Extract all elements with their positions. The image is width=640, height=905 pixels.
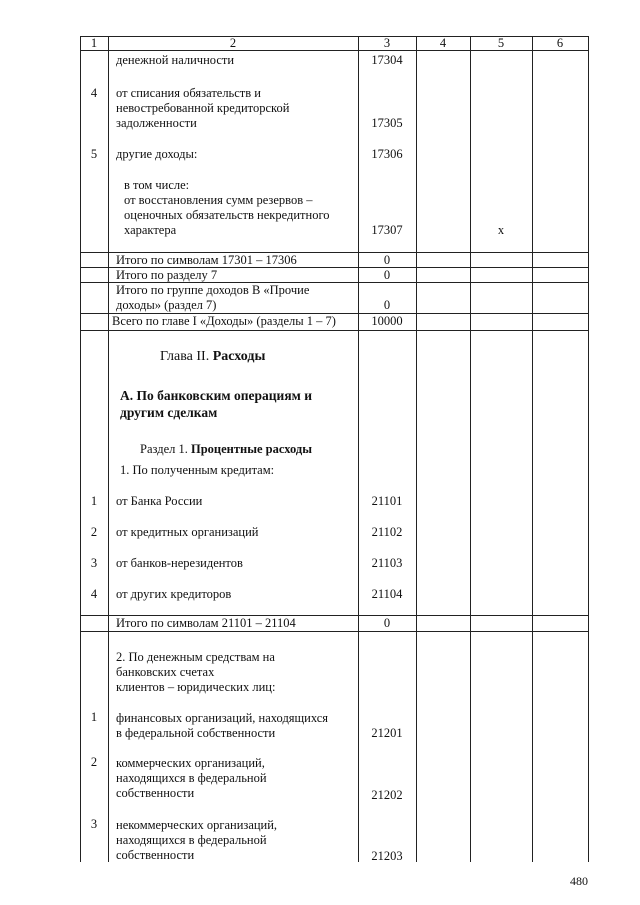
row-text: невостребованной кредиторской	[116, 101, 290, 115]
column-header: 2	[229, 36, 237, 50]
total-value: 0	[383, 616, 391, 630]
row-number: 4	[90, 587, 98, 601]
total-label: Всего по главе I «Доходы» (разделы 1 – 7)	[112, 314, 336, 328]
chapter-heading: Глава II. Расходы	[160, 349, 266, 364]
row-text: в федеральной собственности	[116, 726, 276, 740]
total-value: 10000	[371, 314, 403, 328]
row-text: финансовых организаций, находящихся	[116, 711, 329, 725]
group-heading: 2. По денежным средствам на	[116, 650, 275, 664]
row-text: собственности	[116, 848, 195, 862]
section-heading: А. По банковским операциям и	[120, 388, 312, 403]
column-header: 5	[497, 36, 505, 50]
row-text: некоммерческих организаций,	[116, 818, 278, 832]
row-code: 17304	[371, 53, 403, 67]
row-line	[80, 330, 588, 331]
column-line	[416, 36, 417, 862]
total-label: доходы» (раздел 7)	[116, 298, 217, 312]
column-header: 6	[556, 36, 564, 50]
page-number: 480	[570, 874, 588, 888]
row-code: 21104	[371, 587, 403, 601]
row-code: 21101	[371, 494, 403, 508]
row-text: коммерческих организаций,	[116, 756, 265, 770]
column-line	[108, 36, 109, 862]
row-text: другие доходы:	[116, 147, 198, 161]
row-code: 17306	[371, 147, 403, 161]
total-value: 0	[383, 298, 391, 312]
row-text: задолженности	[116, 116, 197, 130]
column-5-mark: х	[497, 223, 505, 237]
row-code: 21203	[371, 849, 403, 863]
row-line	[80, 631, 588, 632]
total-value: 0	[383, 253, 391, 267]
row-text: от восстановления сумм резервов –	[124, 193, 313, 207]
total-label: Итого по символам 17301 – 17306	[116, 253, 297, 267]
column-line	[588, 36, 589, 862]
column-header: 1	[90, 36, 98, 50]
total-label: Итого по группе доходов В «Прочие	[116, 283, 310, 297]
row-text: находящихся в федеральной	[116, 771, 267, 785]
section-heading: другим сделкам	[120, 405, 218, 420]
row-code: 17305	[371, 116, 403, 130]
column-header: 4	[439, 36, 447, 50]
row-text: характера	[124, 223, 177, 237]
row-text: денежной наличности	[116, 53, 235, 67]
row-code: 21102	[371, 525, 403, 539]
row-number: 1	[90, 494, 98, 508]
row-text: от банков-нерезидентов	[116, 556, 243, 570]
row-text: собственности	[116, 786, 195, 800]
group-heading: 1. По полученным кредитам:	[120, 463, 275, 477]
row-number: 2	[90, 525, 98, 539]
row-text: оценочных обязательств некредитного	[124, 208, 330, 222]
row-code: 17307	[371, 223, 403, 237]
column-header: 3	[383, 36, 391, 50]
row-text: от кредитных организаций	[116, 525, 259, 539]
row-text: от других кредиторов	[116, 587, 232, 601]
row-number: 4	[90, 86, 98, 100]
group-heading: клиентов – юридических лиц:	[116, 680, 276, 694]
row-text: в том числе:	[124, 178, 190, 192]
total-value: 0	[383, 268, 391, 282]
column-line	[532, 36, 533, 862]
row-number: 5	[90, 147, 98, 161]
row-number: 1	[90, 710, 98, 724]
subsection-heading: Раздел 1. Процентные расходы	[140, 442, 312, 456]
row-code: 21103	[371, 556, 403, 570]
row-number: 2	[90, 755, 98, 769]
row-text: от Банка России	[116, 494, 203, 508]
row-text: находящихся в федеральной	[116, 833, 267, 847]
group-heading: банковских счетах	[116, 665, 215, 679]
row-text: от списания обязательств и	[116, 86, 261, 100]
row-code: 21202	[371, 788, 403, 802]
column-line	[470, 36, 471, 862]
total-label: Итого по символам 21101 – 21104	[116, 616, 296, 630]
row-code: 21201	[371, 726, 403, 740]
row-number: 3	[90, 817, 98, 831]
total-label: Итого по разделу 7	[116, 268, 218, 282]
row-number: 3	[90, 556, 98, 570]
